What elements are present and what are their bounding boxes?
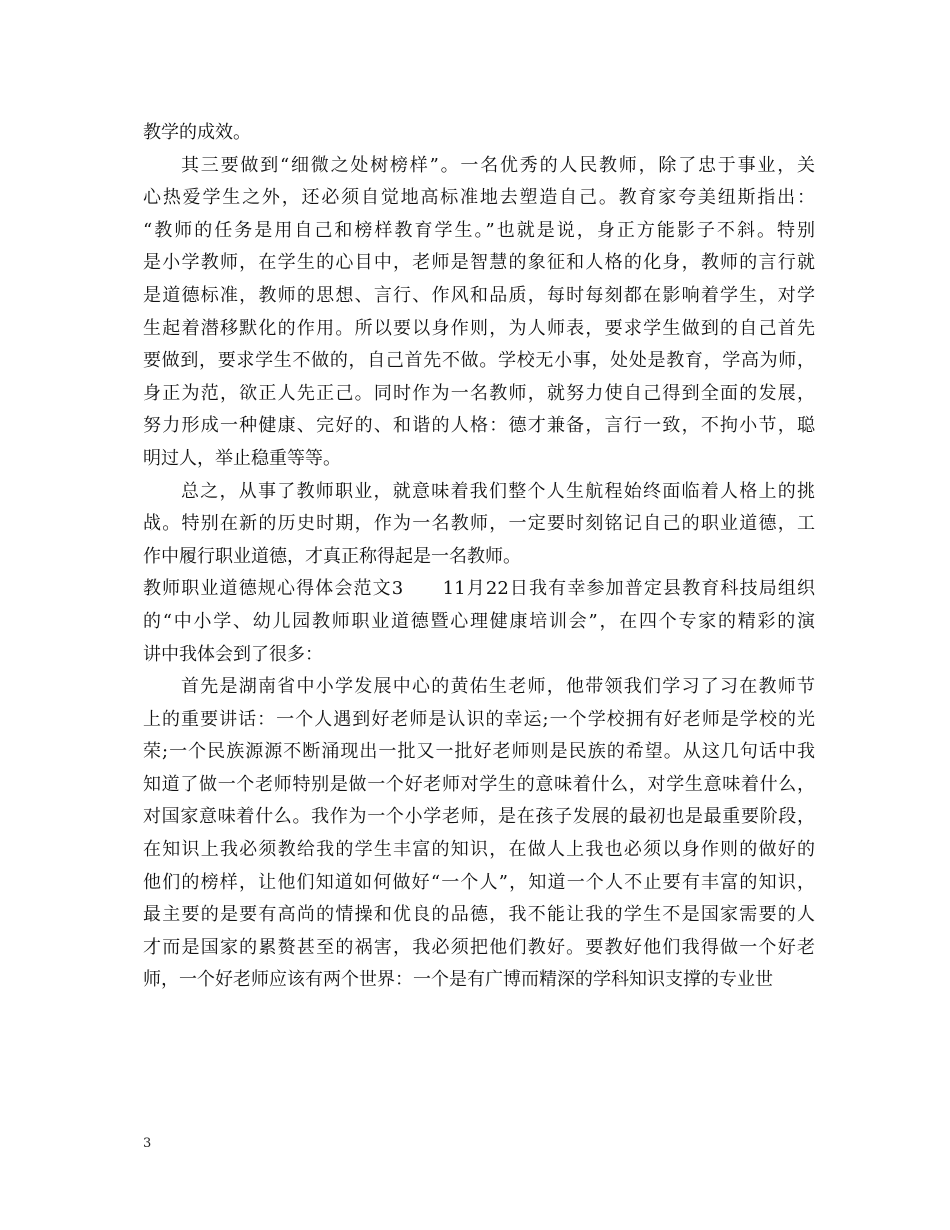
text-line: 教师职业道德规心得体会范文3 11月22日我有幸参加普定县教育科技局组织 <box>143 578 815 600</box>
paragraph <box>143 150 815 476</box>
text-line: 的“中小学、幼儿园教师职业道德暨心理健康培训会”，在四个专家的精彩的演 <box>143 610 815 632</box>
paragraph <box>143 476 815 574</box>
paragraph <box>143 117 815 150</box>
text-line: 知道了做一个老师特别是做一个好老师对学生的意味着什么，对学生意味着什么， <box>143 773 815 795</box>
text-line: 努力形成一种健康、完好的、和谐的人格：德才兼备，言行一致，不拘小节，聪 <box>143 415 815 437</box>
document-body <box>143 117 815 997</box>
text-line: 明过人，举止稳重等等。 <box>143 447 341 469</box>
text-line: “教师的任务是用自己和榜样教育学生。”也就是说，身正方能影子不斜。特别 <box>143 219 815 241</box>
paragraph <box>143 671 815 997</box>
text-line: 首先是湖南省中小学发展中心的黄佑生老师，他带领我们学习了习在教师节 <box>181 676 815 698</box>
text-line: 对国家意味着什么。我作为一个小学老师，是在孩子发展的最初也是最重要阶段， <box>143 806 815 828</box>
text-line: 是道德标准，教师的思想、言行、作风和品质，每时每刻都在影响着学生，对学 <box>143 284 815 306</box>
text-line: 最主要的是要有高尚的情操和优良的品德，我不能让我的学生不是国家需要的人 <box>143 904 815 926</box>
text-line: 总之，从事了教师职业，就意味着我们整个人生航程始终面临着人格上的挑 <box>181 480 815 502</box>
text-line: 荣;一个民族源源不断涌现出一批又一批好老师则是民族的希望。从这几句话中我 <box>143 741 815 763</box>
text-line: 生起着潜移默化的作用。所以要以身作则，为人师表，要求学生做到的自己首先 <box>143 317 815 339</box>
text-line: 战。特别在新的历史时期，作为一名教师，一定要时刻铭记自己的职业道德，工 <box>143 513 815 535</box>
text-line: 他们的榜样，让他们知道如何做好“一个人”，知道一个人不止要有丰富的知识， <box>143 871 815 893</box>
text-line: 其三要做到“细微之处树榜样”。一名优秀的人民教师，除了忠于事业，关 <box>181 154 815 176</box>
text-line: 要做到，要求学生不做的，自己首先不做。学校无小事，处处是教育，学高为师， <box>143 350 815 372</box>
text-line: 才而是国家的累赘甚至的祸害，我必须把他们教好。要教好他们我得做一个好老 <box>143 936 815 958</box>
page-number: 3 <box>143 1136 152 1151</box>
text-line: 作中履行职业道德，才真正称得起是一名教师。 <box>143 545 521 567</box>
text-line: 是小学教师，在学生的心目中，老师是智慧的象征和人格的化身，教师的言行就 <box>143 252 815 274</box>
text-line: 心热爱学生之外，还必须自觉地高标准地去塑造自己。教育家夸美纽斯指出： <box>143 187 815 209</box>
text-line: 在知识上我必须教给我的学生丰富的知识，在做人上我也必须以身作则的做好的 <box>143 839 815 861</box>
paragraph <box>143 573 815 671</box>
text-line: 教学的成效。 <box>143 122 251 143</box>
text-line: 上的重要讲话：一个人遇到好老师是认识的幸运;一个学校拥有好老师是学校的光 <box>143 708 815 730</box>
text-line: 师，一个好老师应该有两个世界：一个是有广博而精深的学科知识支撑的专业世 <box>143 969 773 991</box>
text-line: 讲中我体会到了很多： <box>143 643 323 665</box>
text-line: 身正为范，欲正人先正己。同时作为一名教师，就努力使自己得到全面的发展， <box>143 382 815 404</box>
